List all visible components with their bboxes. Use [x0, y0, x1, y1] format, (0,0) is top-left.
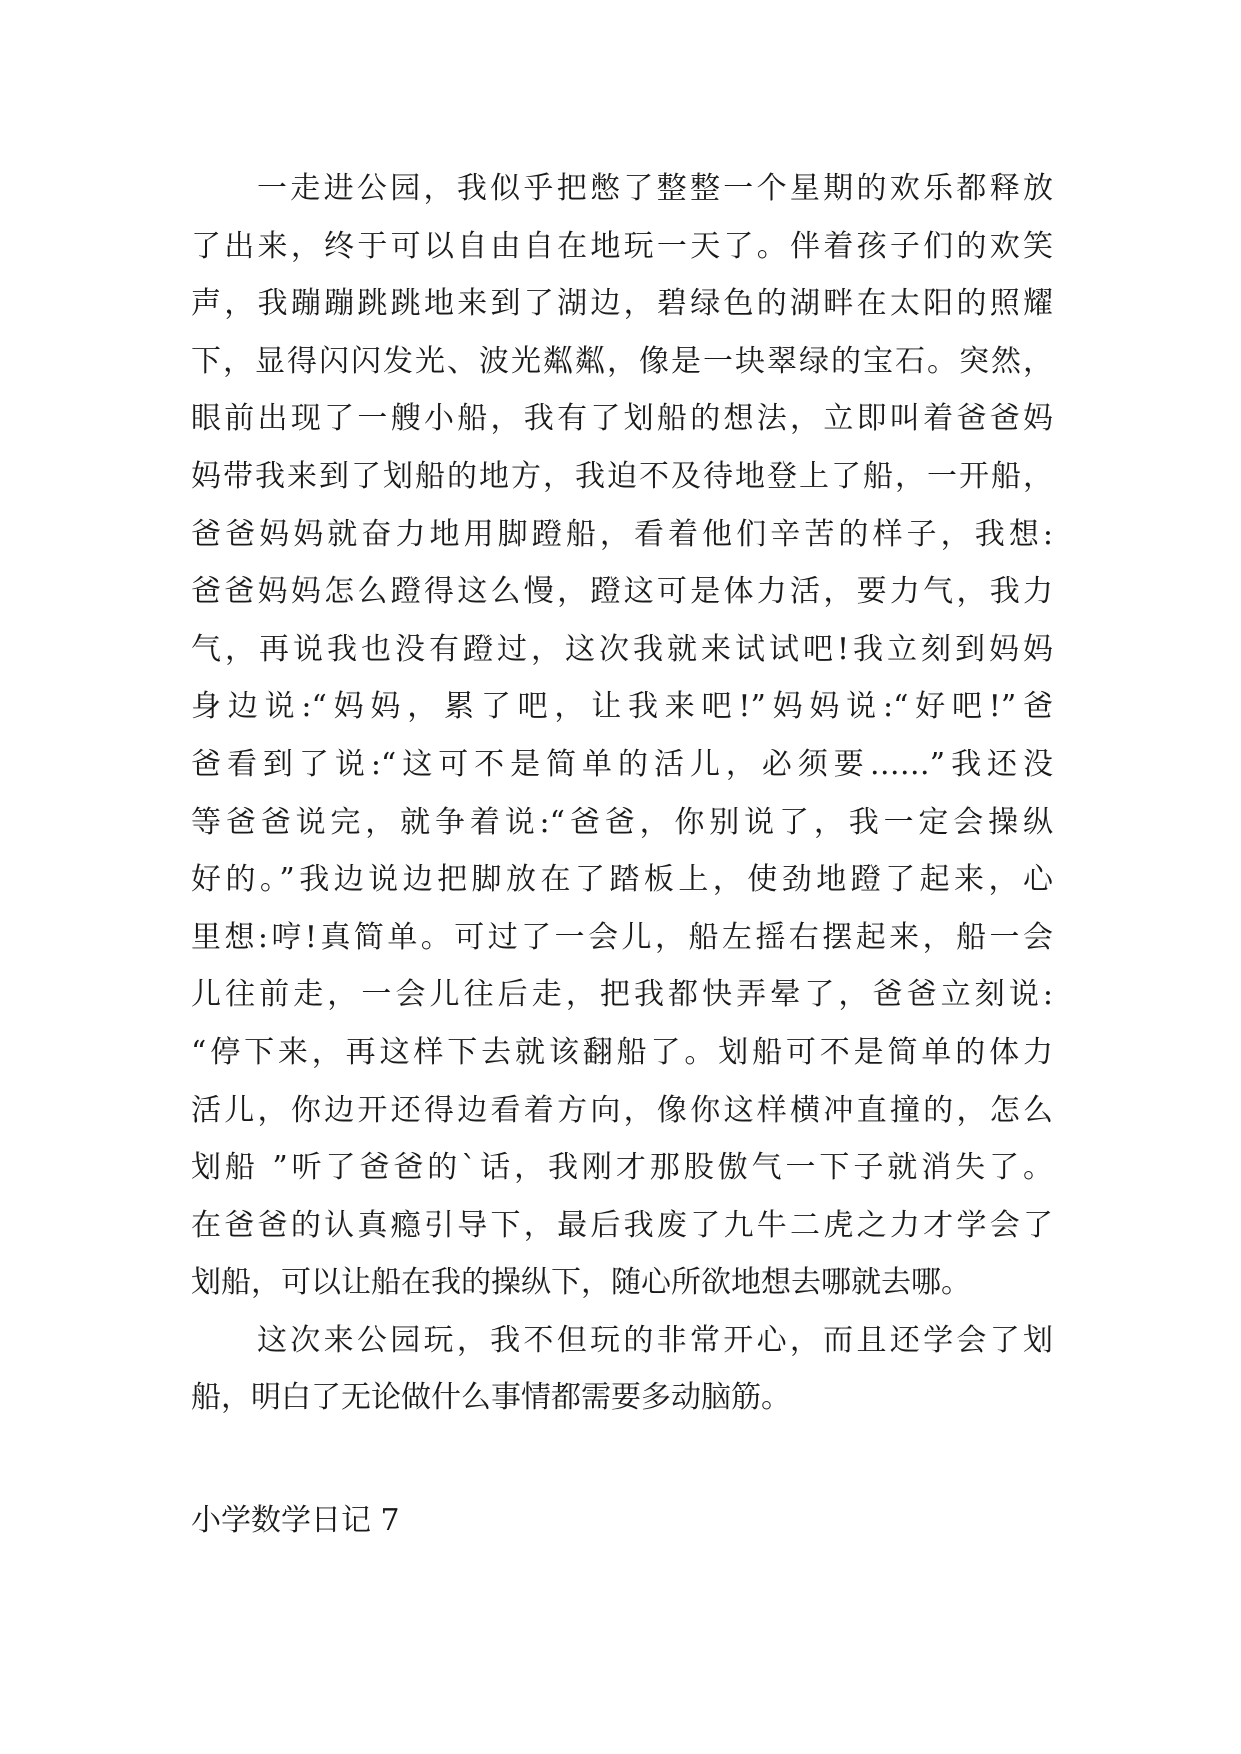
diary-text — [191, 160, 1053, 1427]
paragraph-1-line-6: 妈带我来到了划船的地方，我迫不及待地登上了船，一开船， — [191, 458, 1053, 494]
paragraph-1-line-15: 儿往前走，一会儿往后走，把我都快弄晕了，爸爸立刻说: — [191, 977, 1053, 1013]
paragraph-1-line-13: 好的。”我边说边把脚放在了踏板上，使劲地蹬了起来，心 — [191, 862, 1053, 898]
paragraph-1-line-18: 划船 ”听了爸爸的`话，我刚才那股傲气一下子就消失了。 — [191, 1150, 1053, 1186]
paragraph-1-line-9: 气，再说我也没有蹬过，这次我就来试试吧!我立刻到妈妈 — [191, 631, 1053, 667]
paragraph-1-line-17: 活儿，你边开还得边看着方向，像你这样横冲直撞的，怎么 — [191, 1092, 1053, 1128]
paragraph-1-line-14: 里想:哼!真简单。可过了一会儿，船左摇右摆起来，船一会 — [191, 919, 1053, 955]
paragraph-1-line-19: 在爸爸的认真瘾引导下，最后我废了九牛二虎之力才学会了 — [191, 1207, 1053, 1243]
paragraph-1-line-10: 身边说:“妈妈，累了吧，让我来吧!”妈妈说:“好吧!”爸 — [191, 689, 1053, 725]
paragraph-1-line-16: “停下来，再这样下去就该翻船了。划船可不是简单的体力 — [191, 1034, 1053, 1070]
paragraph-1-line-1: 一走进公园，我似乎把憋了整整一个星期的欢乐都释放 — [257, 171, 1053, 206]
paragraph-1-line-20: 划船，可以让船在我的操纵下，随心所欲地想去哪就去哪。 — [191, 1265, 971, 1301]
paragraph-2-line-2: 船，明白了无论做什么事情都需要多动脑筋。 — [191, 1380, 791, 1416]
paragraph-1-line-11: 爸看到了说:“这可不是简单的活儿，必须要……”我还没 — [191, 746, 1053, 782]
paragraph-1-line-3: 声，我蹦蹦跳跳地来到了湖边，碧绿色的湖畔在太阳的照耀 — [191, 286, 1053, 322]
paragraph-1-line-8: 爸爸妈妈怎么蹬得这么慢，蹬这可是体力活，要力气，我力 — [191, 574, 1053, 610]
paragraph-1-line-4: 下，显得闪闪发光、波光粼粼，像是一块翠绿的宝石。突然， — [191, 343, 1053, 379]
section-heading: 小学数学日记 7 — [191, 1503, 400, 1538]
paragraph-1-line-7: 爸爸妈妈就奋力地用脚蹬船，看着他们辛苦的样子，我想: — [191, 516, 1053, 552]
paragraph-2-line-1: 这次来公园玩，我不但玩的非常开心，而且还学会了划 — [257, 1322, 1053, 1358]
paragraph-1-line-2: 了出来，终于可以自由自在地玩一天了。伴着孩子们的欢笑 — [191, 228, 1053, 264]
paragraph-1-line-12: 等爸爸说完，就争着说:“爸爸，你别说了，我一定会操纵 — [191, 804, 1053, 840]
paragraph-1-line-5: 眼前出现了一艘小船，我有了划船的想法，立即叫着爸爸妈 — [191, 401, 1053, 437]
